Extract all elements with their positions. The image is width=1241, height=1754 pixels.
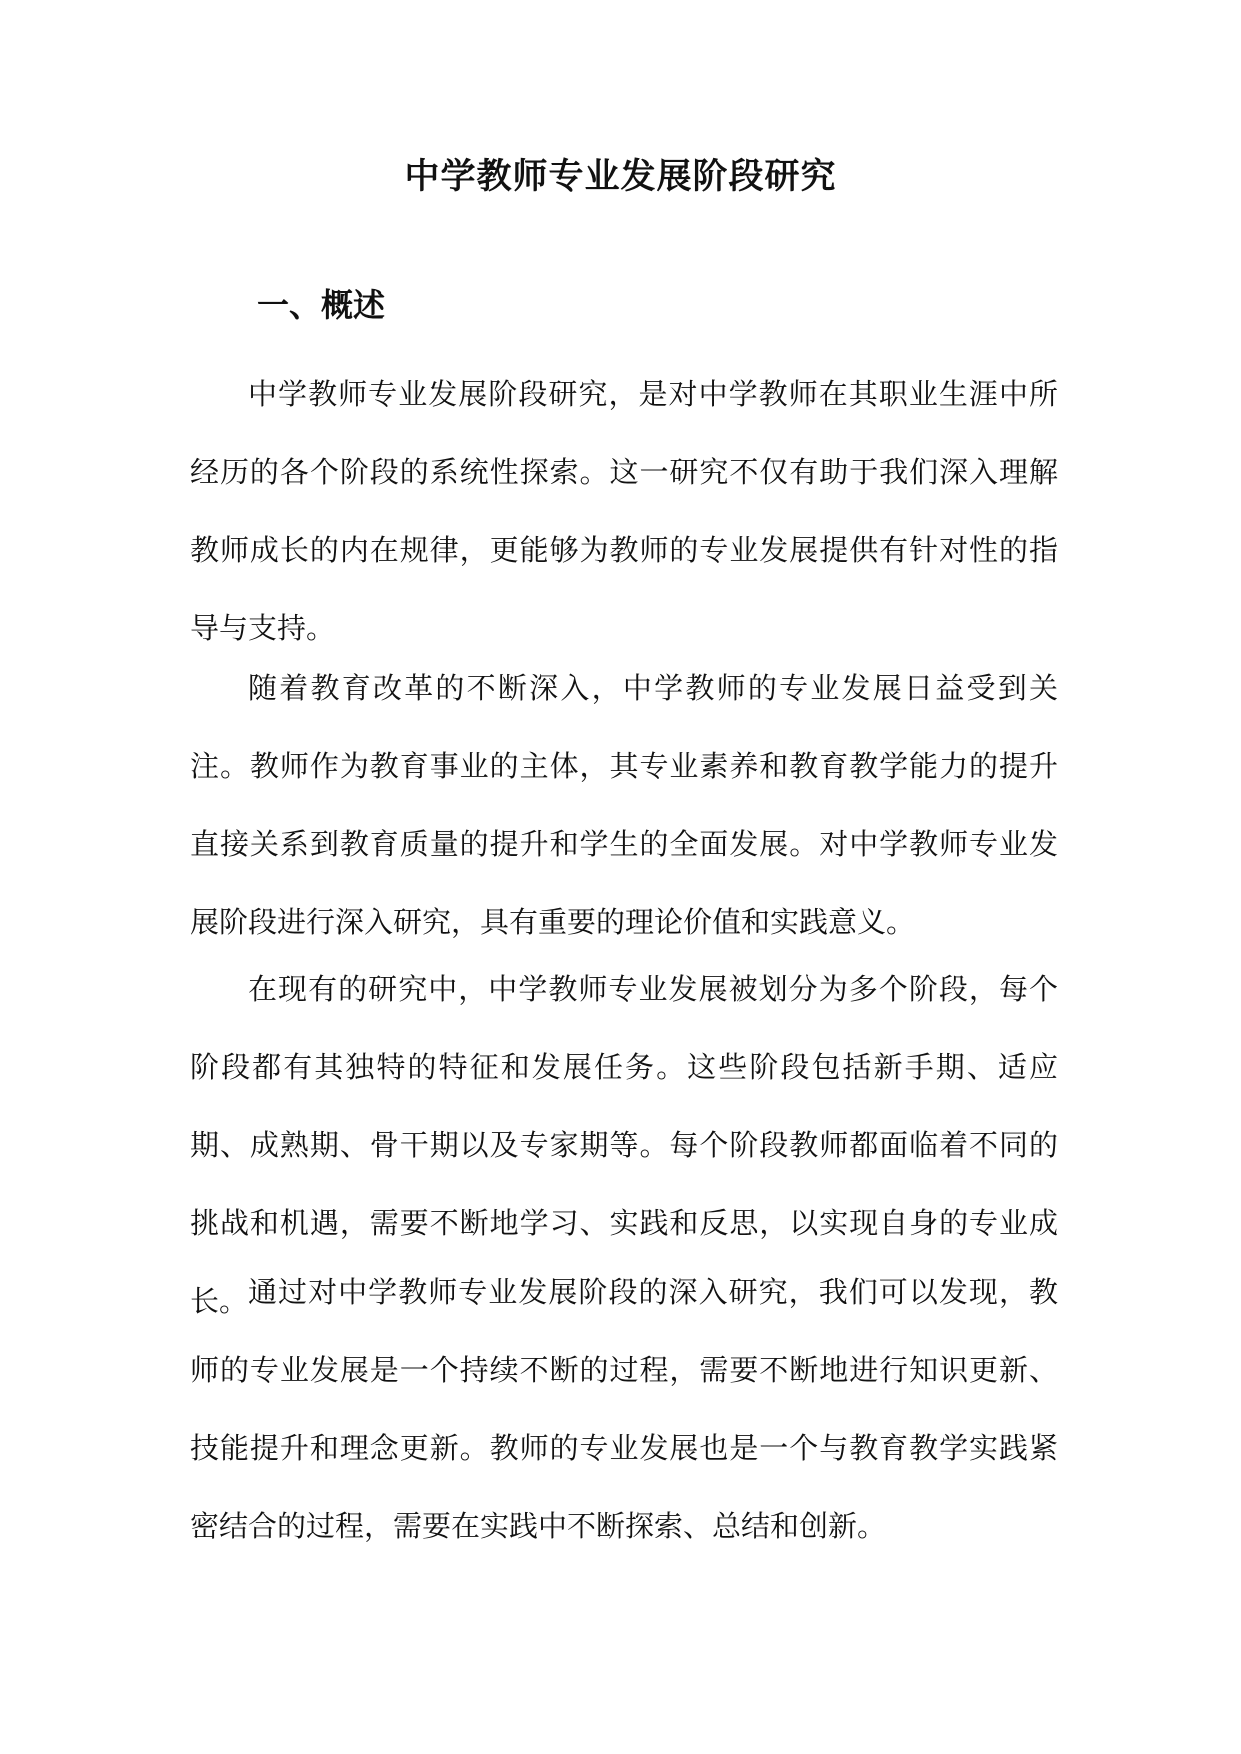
paragraph: 通过对中学教师专业发展阶段的深入研究，我们可以发现，教师的专业发展是一个持续不断的过程，需要不断地进行知识更新、技能提升和理念更新。教师的专业发展也是一个与教育教学实践紧密结合的过程，需要在实践中不断探索、总结和创新。 [190, 1275, 1058, 1543]
paragraph: 随着教育改革的不断深入，中学教师的专业发展日益受到关注。教师作为教育事业的主体，其专业素养和教育教学能力的提升直接关系到教育质量的提升和学生的全面发展。对中学教师专业发展阶段进行深入研究，具有重要的理论价值和实践意义。 [190, 671, 1058, 939]
document-title: 中学教师专业发展阶段研究 [404, 157, 837, 197]
paragraph: 中学教师专业发展阶段研究，是对中学教师在其职业生涯中所经历的各个阶段的系统性探索。这一研究不仅有助于我们深入理解教师成长的内在规律，更能够为教师的专业发展提供有针对性的指导与支持。 [190, 377, 1058, 645]
section-heading: 一、概述 [257, 286, 386, 324]
paragraph: 在现有的研究中，中学教师专业发展被划分为多个阶段，每个阶段都有其独特的特征和发展任务。这些阶段包括新手期、适应期、成熟期、骨干期以及专家期等。每个阶段教师都面临着不同的挑战和机遇，需要不断地学习、实践和反思，以实现自身的专业成长。 [190, 972, 1058, 1318]
